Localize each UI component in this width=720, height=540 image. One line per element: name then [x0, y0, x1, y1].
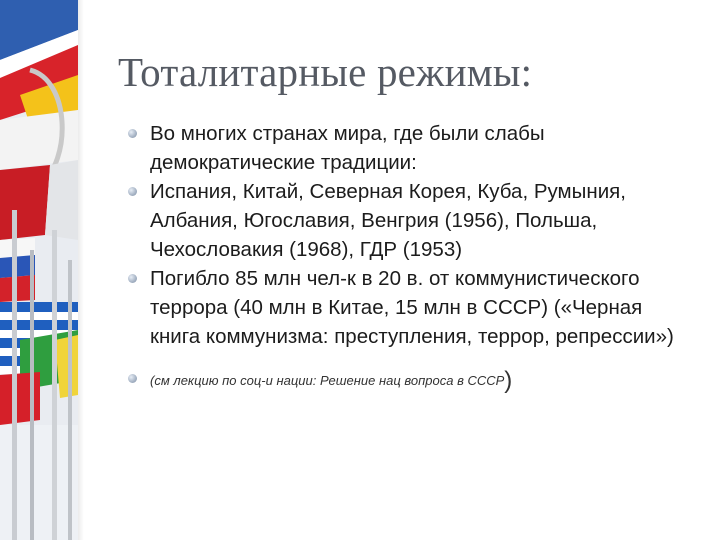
bullet-list [126, 119, 696, 395]
bullet-item [126, 264, 696, 351]
note-text: см лекцию по соц-и нации: Решение нац вопроса в СССР [154, 373, 505, 388]
note-close-paren: ) [504, 367, 513, 394]
flags-decoration [0, 0, 78, 540]
bullet-icon [128, 374, 137, 383]
bullet-icon [128, 187, 137, 196]
strip-shadow [78, 0, 84, 540]
bullet-item [126, 119, 696, 177]
bullet-icon [128, 274, 137, 283]
slide-title: Тоталитарные режимы: [118, 49, 533, 95]
bullet-text: Во многих странах мира, где были слабы демократические традиции: [150, 122, 545, 174]
bullet-item [126, 177, 696, 264]
bullet-text: Погибло 85 млн чел-к в 20 в. от коммунистического террора (40 млн в Китае, 15 млн в СССР) («Черная книга коммунизма: преступления, террор, репрессии») [150, 267, 674, 348]
note-open-paren: ( [150, 373, 155, 388]
bullet-text: Испания, Китай, Северная Корея, Куба, Румыния, Албания, Югославия, Венгрия (1956), Польша, Чехословакия (1968), ГДР (1953) [150, 180, 626, 261]
bullet-icon [128, 129, 137, 138]
bullet-item-note [126, 364, 696, 395]
flags-image [0, 0, 78, 540]
